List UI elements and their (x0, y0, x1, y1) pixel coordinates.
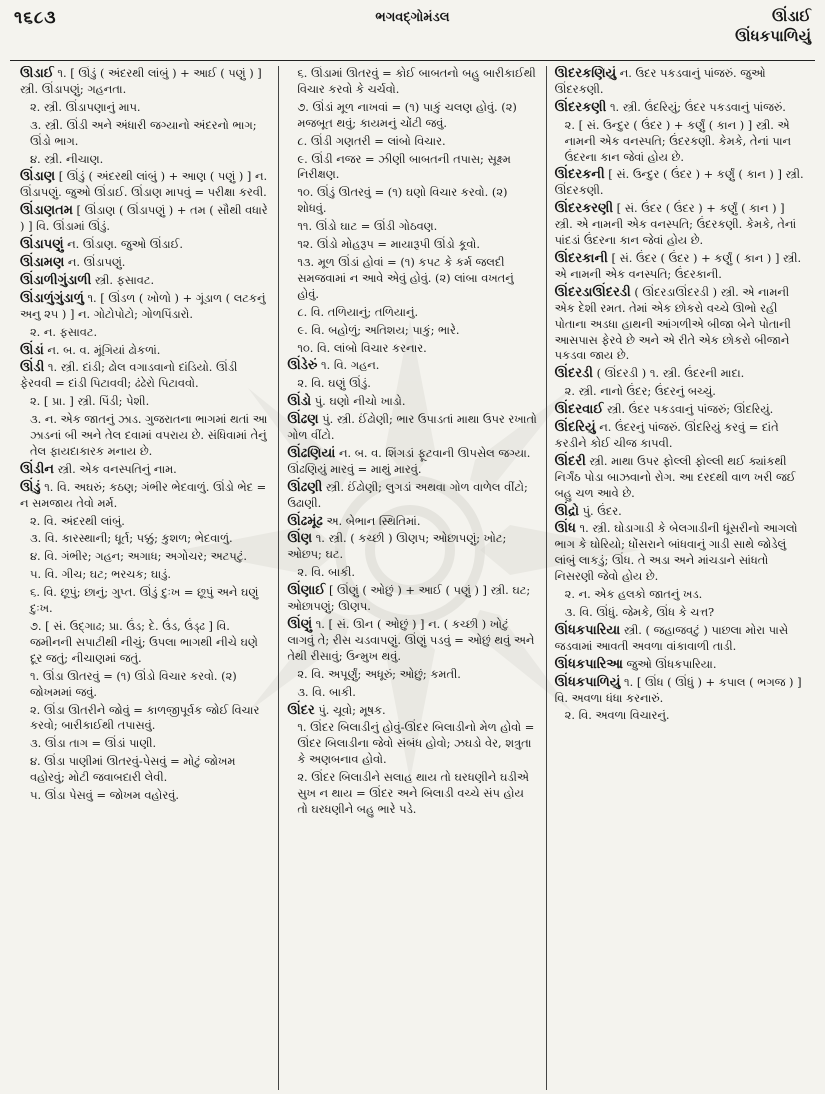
sense-line (287, 185, 537, 217)
sense-line (20, 514, 270, 530)
sense-line (20, 118, 270, 150)
headword: ઊંડું (20, 479, 41, 495)
definition-text: ૭. [ સં. ઉદ્ગાઢ; પ્રા. ઉંડ; દે. ઉંડ, ઉંડ્ઢ ] વિ. જમીનની સપાટીથી નીચું; ઉપલા ભાગથી નીચે ઘણે દૂર જતું; નીચાણમાં જતું. (30, 619, 258, 665)
headword: ઊંણું (287, 617, 313, 632)
definition-text: ન. ઉંદરનું પાંજરું. ઊંદરિયું કરવું = દાંતે કરડીને કોઈ ચીજ કાપવી. (554, 420, 779, 450)
dictionary-columns (12, 66, 813, 1090)
guide-word-first: ઊંડાઈ (771, 7, 811, 25)
headword: ઊંઢણ (287, 412, 319, 428)
definition-text: ૧. વિ. ગહન. (317, 358, 380, 373)
definition-text: પું. ઉંદર. (579, 503, 622, 518)
sense-line (287, 100, 537, 132)
definition-text: ૧૩. મૂળ ઊંડાં હોવાં = (૧) કપટ કે કર્મ જલદી સમજવામાં ન આવે એવું હોવું. (૨) લાંબા વખતનું હોવું. (297, 254, 514, 301)
definition-text: ૩. ઊંડા તાગ = ઊંડાં પાણી. (30, 736, 157, 751)
dictionary-entry (555, 366, 805, 382)
headword: ઊંધકપાળિયું (554, 674, 621, 690)
guide-words (735, 6, 811, 46)
dictionary-entry (287, 514, 537, 530)
definition-text: ૩. વિ. કારસ્થાની; ધૂર્ત; પક્કું; કુશળ; ભેદવાળું. (30, 531, 233, 546)
definition-text: ૨. ઊંદર બિલાડીને સલાહ થાય તો ઘરધણીને ઘડીએ સુખ ન થાય = ઊંદર અને બિલાડી વચ્ચે સંપ હોય તો ઘરધણીને બહુ ભારે પડે. (297, 770, 529, 816)
column-middle (278, 66, 545, 1090)
dictionary-entry (555, 251, 805, 283)
sense-line (287, 341, 537, 357)
definition-text: [ ઊંડું ( અંદરથી લાંબું ) + આણ ( પણું ) ] ન. ઊંડાપણું. જુઓ ઊંડાઈ. ઊંડાણ માપવું = પરીક્ષા કરવી. (20, 169, 268, 200)
definition-text: ૧. વિ. અઘરું; કઠણ; ગંભીર ભેદવાળું. ઊંડો ભેદ = ન સમજાય તેવો મર્મ. (20, 479, 267, 510)
column-left (12, 66, 278, 1090)
sense-line (287, 720, 537, 768)
definition-text: ૧. [ ઊંડું ( અંદરથી લાંબું ) + આઈ ( પણું ) ] સ્ત્રી. ઊંડાપણું; ગહનતા. (20, 66, 262, 96)
page-number: ૧૬૮૩ (14, 8, 57, 28)
dictionary-entry (555, 454, 805, 502)
definition-text: ૨. વિ. અવળા વિચારનું. (564, 708, 670, 723)
headword: ઊંડાપણું (20, 237, 64, 253)
dictionary-entry (20, 203, 270, 235)
definition-text: ૧૦. ઊંડું ઊતરવું = (૧) ઘણો વિચાર કરવો. (૨) શોધવું. (297, 185, 508, 216)
sense-line (287, 770, 537, 818)
dictionary-entry (287, 358, 537, 374)
definition-text: ન. ઊંડાણ. જુઓ ઊંડાઈ. (63, 237, 184, 252)
dictionary-entry (555, 66, 805, 98)
definition-text: પું. ચૂવો; મૂષક. (314, 702, 386, 717)
dictionary-entry (20, 343, 270, 359)
dictionary-entry (287, 446, 537, 478)
definition-text: ૫. વિ. ગીચ; ઘટ; ભરચક; ઘાડું. (30, 567, 172, 582)
sense-line (20, 531, 270, 547)
definition-text: ૨. [ સં. ઉન્દુર ( ઉંદર ) + કર્ણું ( કાન ) ] સ્ત્રી. એ નામની એક વનસ્પતિ; ઉંદરકણી. કેમકે, તેનાં પાન ઉંદરના કાન જેવાં હોય છે. (564, 117, 792, 164)
definition-text: [ સં. ઉન્દુર ( ઉંદર ) + કર્ણું ( કાન ) ] સ્ત્રી. ઊંદરકણી. (554, 167, 804, 198)
definition-text: ૨. ન. એક હલકો જાતનું ખડ. (564, 587, 703, 602)
definition-text: ૨. [ પ્રા. ] સ્ત્રી. પિંડી; પેશી. (30, 394, 150, 409)
headword: ઊંધકપારિઆ (554, 656, 623, 672)
headword: ઊંદરકની (554, 167, 605, 183)
dictionary-entry (287, 394, 537, 410)
definition-text: ૩. ન. એક જાતનું ઝાડ. ગુજરાતના ભાગમાં થતાં આ ઝાડનાં બી અને તેલ દવામાં વપરાય છે. સંધિવામાં તેનું તેલ ફાયદાકારક મનાય છે. (30, 412, 268, 458)
headword: ઊંડાઈ (20, 66, 54, 81)
definition-text: અ. બેભાન સ્થિતિમાં. (322, 513, 421, 528)
definition-text: ૭. ઊંડાં મૂળ નાખવાં = (૧) પાકું ચલણ હોવું. (૨) મજબૂત થવું; કાયમનું ચોંટી જવું. (297, 99, 517, 130)
dictionary-entry (555, 675, 805, 707)
dictionary-entry (20, 169, 270, 201)
definition-text: ૧૧. ઊંડો ઘાટ = ઊંડી ગોઠવણ. (297, 219, 438, 234)
dictionary-entry (287, 583, 537, 615)
sense-line (555, 605, 805, 621)
definition-text: ન. ઊંડાપણું. (64, 254, 126, 269)
definition-text: જુઓ ઊંધકપારિયા. (622, 656, 717, 671)
headword: ઊંણાઈ (287, 583, 326, 599)
definition-text: ૨. વિ. બાકી. (297, 565, 356, 580)
headword: ઊંડીન (20, 461, 54, 477)
headword: ઊંધ (554, 521, 576, 537)
definition-text: ૩. વિ. બાકી. (297, 684, 356, 699)
dictionary-entry (287, 531, 537, 563)
sense-line (287, 565, 537, 581)
definition-text: સ્ત્રી. ( જહાજવટું ) પાછલા મોરા પાસે જડવામાં આવતી અવળા વાંકાવાળી તાડી. (554, 622, 789, 653)
headword: ઊંદરી (554, 453, 586, 469)
dictionary-entry (555, 420, 805, 452)
sense-line (20, 585, 270, 617)
headword: ઊંધકપારિયા (554, 622, 621, 638)
dictionary-entry (20, 480, 270, 512)
definition-text: ૨. ન. ફસાવટ. (30, 324, 98, 339)
definition-text: સ્ત્રી. ઉંદર પકડવાનું પાંજરું; ઊંદરિયું. (603, 402, 774, 417)
dictionary-entry (20, 237, 270, 253)
definition-text: સ્ત્રી. ફસાવટ. (91, 272, 155, 287)
sense-line (20, 549, 270, 565)
sense-line (20, 394, 270, 410)
dictionary-entry (555, 623, 805, 655)
headword: ઊંડો (287, 394, 312, 410)
sense-line (287, 219, 537, 235)
sense-line (287, 305, 537, 321)
dictionary-entry (287, 412, 537, 444)
definition-text: ન. બ. વ. શિંગડાં ફૂટવાની ઊપસેલ જગ્યા. ઊંઢણિયું મારવું = માથું મારવું. (287, 445, 531, 476)
dictionary-entry (287, 703, 537, 719)
definition-text: [ ઊંણું ( ઓછું ) + આઈ ( પણું ) ] સ્ત્રી. ઘટ; ઓછાપણું; ઊણપ. (287, 583, 531, 614)
definition-text: ૨. સ્ત્રી. ઊંડાપણાનું માપ. (30, 99, 141, 114)
definition-text: પું. સ્ત્રી. ઈંઢોણી; ભાર ઉપાડતાં માથા ઉપર રખાતો ગોળ વીંટો. (287, 412, 537, 443)
definition-text: ૬. ઊંડામાં ઊતરવું = કોઈ બાબતનો બહુ બારીકાઈથી વિચાર કરવો કે ચર્ચવો. (297, 66, 536, 96)
definition-text: ૧. [ સં. ઊન ( ઓછું ) ] ન. ( કચ્છી ) ખોટું લાગવું તે; રીસ ચડવાપણું. ઊંણું પડવું = ઓછું થવું અને તેથી રીસાવું; ઉન્મુખ થવું. (287, 617, 535, 663)
dictionary-entry (555, 504, 805, 520)
sense-line (20, 703, 270, 735)
definition-text: [ સં. ઉંદર ( ઉંદર ) + કર્ણું ( કાન ) ] સ્ત્રી. એ નામની એક વનસ્પતિ; ઉંદરકાની. (554, 250, 802, 281)
sense-line (287, 255, 537, 303)
definition-text: ૨. વિ. અંદરથી લાંબું. (30, 513, 125, 528)
sense-line (20, 788, 270, 804)
definition-text: ૧૦. વિ. લાંબો વિચાર કરનાર. (297, 340, 427, 355)
sense-line (287, 667, 537, 683)
definition-text: સ્ત્રી. એક વનસ્પતિનું નામ. (53, 461, 177, 476)
dictionary-entry (20, 255, 270, 271)
dictionary-entry (555, 100, 805, 116)
headword: ઊંડામણ (20, 254, 65, 270)
sense-line (555, 587, 805, 603)
dictionary-entry (555, 402, 805, 418)
definition-text: ૨. ઊંડા ઊતરીને જોવું = કાળજીપૂર્વક જોઈ વિચાર કરવો; બારીકાઈથી તપાસવું. (30, 702, 260, 733)
headword: ઊંદરડાઊંદરડી (554, 284, 631, 300)
headword: ઊંડાણ (20, 169, 56, 185)
headword: ઊંદરકાની (554, 250, 608, 266)
definition-text: ૯. વિ. બહોળું; અતિશય; પાકું; ભારે. (297, 322, 460, 337)
definition-text: ૨. સ્ત્રી. નાનો ઉંદર; ઉંદરનું બચ્ચું. (564, 384, 716, 399)
sense-line (287, 685, 537, 701)
dictionary-entry (287, 480, 537, 512)
headword: ઊંડી (20, 360, 45, 376)
sense-line (287, 134, 537, 150)
sense-line (20, 669, 270, 701)
headword: ઊંડાણતમ (20, 203, 73, 219)
definition-text: ૨. વિ. અપૂર્ણું; અધૂરું; ઓછું; કમતી. (297, 666, 461, 681)
definition-text: ૧. સ્ત્રી. ઉંદરિયું; ઉંદર પકડવાનું પાંજરું. (606, 99, 786, 114)
definition-text: ૧. ઊંડા ઊતરવું = (૧) ઊંડો વિચાર કરવો. (૨) જોખમમાં જવું. (30, 668, 237, 699)
sense-line (20, 619, 270, 667)
sense-line (20, 567, 270, 583)
headword: ઊંદર (287, 702, 315, 718)
headword: ઊંડેરું (287, 358, 318, 374)
headword: ઊંઢમૂંઢ (287, 513, 323, 529)
sense-line (20, 100, 270, 116)
definition-text: ૪. સ્ત્રી. નીચાણ. (30, 151, 104, 166)
dictionary-entry (555, 285, 805, 365)
dictionary-entry (20, 360, 270, 392)
sense-line (287, 323, 537, 339)
definition-text: ન. ઉંદર પકડવાનું પાંજરું. જુઓ ઊંદરકણી. (554, 66, 766, 96)
definition-text: ૬. વિ. છૂપું; છાનું; ગુપ્ત. ઊંડું દુઃખ = છૂપું અને ઘણું દુઃખ. (30, 585, 259, 616)
page-header (0, 0, 825, 62)
definition-text: ૧. સ્ત્રી. ઘોડાગાડી કે બેલગાડીની ધૂંસરીનો આગલો ભાગ કે ઘોરિયો; ધોંસરાને બાંધવાનું ગાડી સાથે જોડેલું લાંબું લાકડું; ઊંધ. તે અડા અને માંચડાને સાંધતો નિસરણી જેવો હોય છે. (554, 521, 798, 584)
dictionary-entry (555, 657, 805, 673)
definition-text: ( ઊંદરડાઊંદરડી ) સ્ત્રી. એ નામની એક દેશી રમત. તેમાં એક છોકરો વચ્ચે ઊભો રહી પોતાના અડધા હાથની આંગળીએ બીજા બેને પોતાની આસપાસ ફેરવે છે અને એ રીતે એક છોકરો બીજાને પકડવા જાય છે. (554, 284, 791, 363)
dictionary-entry (20, 273, 270, 289)
definition-text: સ્ત્રી. માથા ઉપર ફોલ્લી ફોલ્લી થઈ ક્યાંકથી નિર્ગંઠ પોડા બાઝવાનો રોગ. આ દરદથી વાળ ખરી જઈ બહુ ચળ આવે છે. (554, 453, 796, 500)
sense-line (287, 376, 537, 392)
dictionary-entry (555, 201, 805, 249)
headword: ઊંડાં (20, 342, 44, 358)
definition-text: ૫. ઊંડા પેસવું = જોખમ વહોરવું. (30, 788, 179, 803)
headword: ઊંદરકણિયું (554, 66, 617, 81)
definition-text: ન. બ. વ. મૂંગિયાં ઢોકળાં. (43, 342, 161, 357)
headword: ઊંડાળીગુંડાળી (20, 272, 92, 288)
guide-word-last: ઊંધકપાળિયું (735, 27, 811, 45)
definition-text: ૮. ઊંડી ગણતરી = લાંબો વિચાર. (297, 133, 446, 148)
definition-text: ૩. સ્ત્રી. ઊંડી અને અંધારી જગ્યાનો અંદરનો ભાગ; ઊંડો ભાગ. (30, 117, 257, 148)
definition-text: ૯. ઊંડી નજર = ઝીણી બાબતની તપાસ; સૂક્ષ્મ નિરીક્ષણ. (297, 151, 511, 182)
sense-line (555, 118, 805, 166)
sense-line (287, 152, 537, 184)
definition-text: ૨. વિ. ઘણું ઊંડું. (297, 376, 371, 391)
headword: ઊંદરકરણી (554, 201, 614, 217)
definition-text: ૧. સ્ત્રી. દાંડી; ઢોલ વગાડવાનો દાંડિયો. ઊંડી ફેરવવી = દાંડી પિટાવવી; ઢંઢેરો પિટાવવો. (20, 360, 238, 391)
column-right (546, 66, 813, 1090)
headword: ઊંદ્રો (554, 503, 580, 519)
sense-line (555, 708, 805, 724)
headword: ઊંઢણિયાં (287, 445, 336, 461)
definition-text: ૧. સ્ત્રી. ( કચ્છી ) ઊણપ; ઓછાપણું; ખોટ; ઓછપ; ઘટ. (287, 531, 507, 562)
definition-text: ( ઊંદરડી ) ૧. સ્ત્રી. ઉંદરની માદા. (592, 366, 745, 381)
headword: ઊંણ (287, 531, 313, 547)
dictionary-entry (555, 167, 805, 199)
sense-line (20, 754, 270, 786)
dictionary-entry (20, 462, 270, 478)
sense-line (287, 237, 537, 253)
sense-line (20, 325, 270, 341)
definition-text: ૩. વિ. ઊંધું. જેમકે, ઊંધ કે ચત્ત? (564, 605, 715, 619)
definition-text: ૧૨. ઊંડો મોહરૂપ = માયારૂપી ઊંડો કૂવો. (297, 237, 480, 252)
headword: ઊંદરકણી (554, 99, 607, 115)
headword: ઊંદરવાઈ (554, 402, 604, 418)
definition-text: ૪. વિ. ગંભીર; ગહન; અગાધ; અગોચર; અટપટું. (30, 549, 247, 564)
sense-line (20, 152, 270, 168)
headword: ઊંઢણી (287, 479, 323, 495)
headword: ઊંદરિયું (554, 420, 596, 436)
header-rule (10, 60, 815, 61)
definition-text: [ સં. ઉંદર ( ઉંદર ) + કર્ણું ( કાન ) ] સ્ત્રી. એ નામની એક વનસ્પતિ; ઉંદરકણી. કેમકે, તેનાં પાંદડાં ઉંદરના કાન જેવાં હોય છે. (554, 201, 797, 248)
dictionary-entry (555, 521, 805, 585)
definition-text: ૪. ઊંડા પાણીમાં ઊતરવું-પેસવું = મોટું જોખમ વહોરવું; મોટી જવાબદારી લેવી. (30, 754, 236, 785)
dictionary-entry (287, 617, 537, 665)
dictionary-entry (20, 291, 270, 323)
sense-line (20, 412, 270, 460)
headword: ઊંડાળુંગુંડાળું (20, 290, 84, 306)
definition-text: ૧. [ ઊંધ ( ઊંધું ) + કપાલ ( ભગજ ) ] વિ. અવળા ધંધા કરનારું. (554, 674, 802, 705)
definition-text: [ ઊંડાણ ( ઊંડાપણું ) + તમ ( સૌથી વધારે ) ] વિ. ઊંડામાં ઊંડું. (20, 203, 268, 234)
definition-text: પું. ઘણો નીચો ખાડો. (311, 394, 406, 409)
definition-text: સ્ત્રી. ઈંઢોણી; લુગડાં અથવા ગોળ વાળેલ વીંટો; ઉઢાણી. (287, 479, 528, 510)
definition-text: ૧. ઊંદર બિલાડીનું હોવું-ઊંદર બિલાડીનો મેળ હોવો = ઊંદર બિલાડીના જેવો સંબંધ હોવો; ઝઘડો વેર, શત્રુતા કે અણબનાવ હોવો. (297, 720, 535, 767)
dictionary-entry (20, 66, 270, 98)
sense-line (555, 384, 805, 400)
sense-line (287, 66, 537, 98)
definition-text: ૧. [ ઊંડળ ( ખોળો ) + ગૂંડાળ ( લટકનું અનુ ૨૫ ) ] ન. ગોટોપોટો; ગોળપિંડારો. (20, 290, 266, 321)
definition-text: ૮. વિ. તળિયાનું; તળિયાનું. (297, 304, 419, 319)
running-title: ભગવદ્ગોમંડલ (375, 10, 450, 25)
sense-line (20, 736, 270, 752)
headword: ઊંદરડી (554, 366, 593, 382)
